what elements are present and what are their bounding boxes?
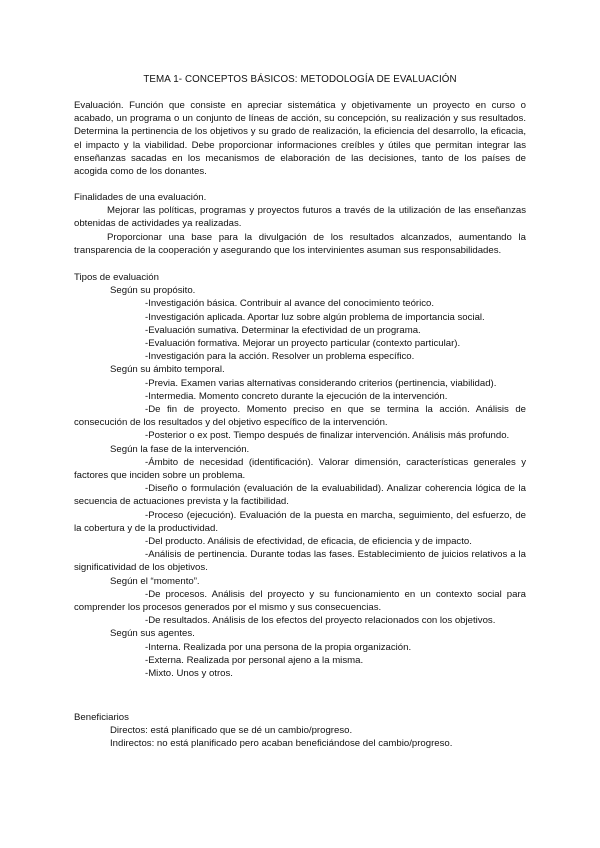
list-item: -De resultados. Análisis de los efectos del proyecto relacionados con los objetivos. bbox=[145, 615, 496, 627]
list-item: -Investigación básica. Contribuir al avance del conocimiento teórico. bbox=[145, 298, 435, 310]
list-item: -Diseño o formulación (evaluación de la evaluabilidad). Analizar coherencia lógica de la secuencia de actuaciones prevista y la factibilidad. bbox=[74, 483, 526, 508]
list-item: -Previa. Examen varias alternativas considerando criterios (pertinencia, viabilidad). bbox=[145, 377, 497, 389]
agentes-heading: Según sus agentes. bbox=[110, 628, 195, 640]
list-item: -Evaluación formativa. Mejorar un proyecto particular (contexto particular). bbox=[145, 338, 461, 350]
intro-paragraph: Evaluación. Función que consiste en apreciar sistemática y objetivamente un proyecto en curso o acabado, un programa o un conjunto de líneas de acción, su concepción, su realización y sus resultados. Determina la pertinencia de los objetivos y su grado de realización, la eficiencia del desarrollo, la eficacia, el impacto y la viabilidad. Debe proporcionar informaciones creíbles y útiles que permitan integrar las enseñanzas sacadas en los mecanismos de elaboración de las decisiones, tanto de los países de acogida como de los donantes. bbox=[74, 100, 526, 178]
finalidades-paragraph-2: Proporcionar una base para la divulgación de los resultados alcanzados, aumentando la transparencia de la cooperación y asegurando que los intervinientes asuman sus responsabilidades. bbox=[74, 231, 526, 256]
tipos-heading: Tipos de evaluación bbox=[74, 272, 159, 283]
list-item: -Proceso (ejecución). Evaluación de la puesta en marcha, seguimiento, del esfuerzo, de la cobertura y de la productividad. bbox=[74, 509, 526, 534]
list-item: -Intermedia. Momento concreto durante la ejecución de la intervención. bbox=[145, 390, 448, 402]
finalidades-heading: Finalidades de una evaluación. bbox=[74, 192, 207, 203]
list-item: -Ámbito de necesidad (identificación). Valorar dimensión, características generales y factores que inciden sobre un problema. bbox=[74, 456, 526, 482]
list-item: -Análisis de pertinencia. Durante todas las fases. Establecimiento de juicios relativos a la significatividad de los objetivos. bbox=[74, 549, 526, 574]
page-title: TEMA 1- CONCEPTOS BÁSICOS: METODOLOGÍA DE EVALUACIÓN bbox=[143, 74, 457, 85]
list-item: -Investigación para la acción. Resolver un problema específico. bbox=[145, 351, 415, 363]
momento-heading: Según el “momento”. bbox=[110, 575, 200, 587]
list-item: -Investigación aplicada. Aportar luz sobre algún problema de importancia social. bbox=[145, 311, 485, 323]
list-item: Directos: está planificado que se dé un cambio/progreso. bbox=[110, 725, 353, 737]
list-item: -Mixto. Unos y otros. bbox=[145, 668, 233, 680]
list-item: -De fin de proyecto. Momento preciso en que se termina la acción. Análisis de consecución de los resultados y del objetivo específico de la intervención. bbox=[74, 404, 526, 429]
list-item: -Del producto. Análisis de efectividad, de eficacia, de eficiencia y de impacto. bbox=[145, 536, 472, 548]
list-item: -Evaluación sumativa. Determinar la efectividad de un programa. bbox=[145, 324, 421, 336]
list-item: -De procesos. Análisis del proyecto y su funcionamiento en un contexto social para comprender los procesos generados por el mismo y sus consecuencias. bbox=[74, 588, 526, 614]
list-item: Indirectos: no está planificado pero acaban beneficiándose del cambio/progreso. bbox=[110, 738, 453, 750]
finalidades-paragraph-1: Mejorar las políticas, programas y proyectos futuros a través de la utilización de las enseñanzas obtenidas de actividades ya realizadas. bbox=[74, 205, 526, 230]
list-item: -Posterior o ex post. Tiempo después de finalizar intervención. Análisis más profundo. bbox=[145, 430, 510, 442]
tipos-section bbox=[74, 271, 526, 680]
beneficiarios-section bbox=[74, 711, 526, 751]
ambito-heading: Según su ámbito temporal. bbox=[110, 364, 225, 376]
intro-section bbox=[74, 99, 526, 178]
beneficiarios-heading: Beneficiarios bbox=[74, 712, 129, 723]
list-item: -Interna. Realizada por una persona de la propia organización. bbox=[145, 641, 412, 653]
finalidades-section bbox=[74, 191, 526, 257]
proposito-heading: Según su propósito. bbox=[110, 285, 196, 297]
list-item: -Externa. Realizada por personal ajeno a la misma. bbox=[145, 654, 364, 666]
fase-heading: Según la fase de la intervención. bbox=[110, 443, 250, 455]
